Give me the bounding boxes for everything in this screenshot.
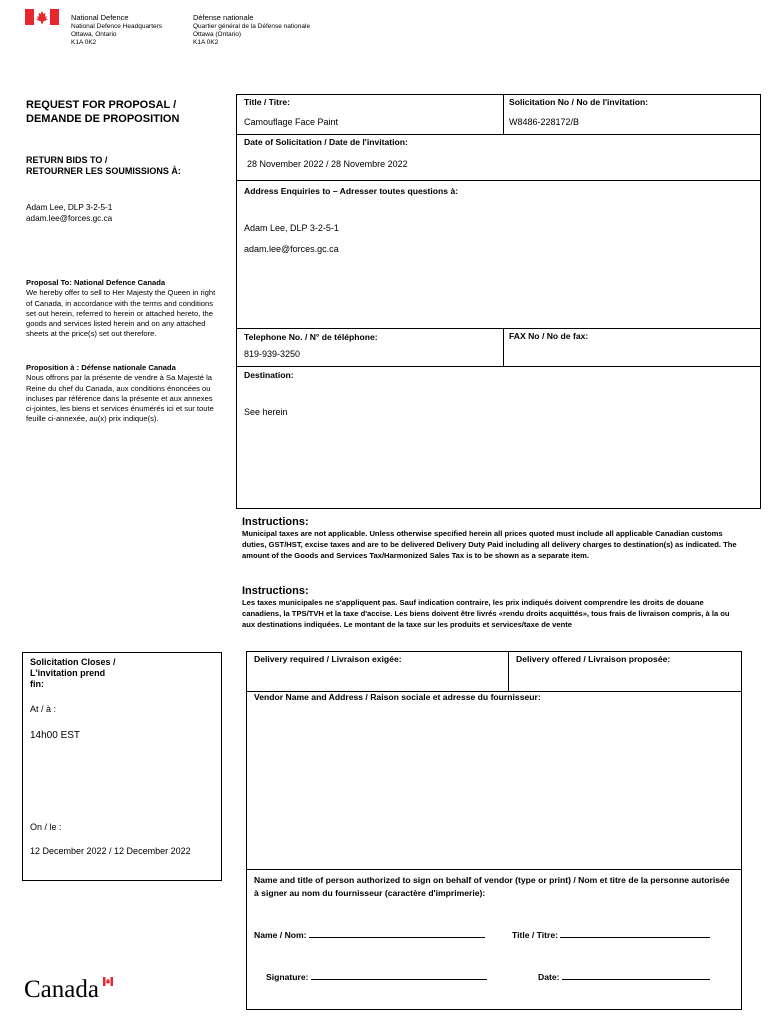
delivery-offered-label: Delivery offered / Livraison proposée:: [516, 654, 671, 664]
title-field-row: [512, 930, 710, 941]
proposal-english: [26, 278, 221, 340]
vendor-box: [246, 651, 742, 1010]
header-english: [71, 14, 162, 47]
instructions-fr-body: Les taxes municipales ne s'appliquent pas. Sauf indication contraire, les prix indiqués doivent comprendre les droits de douane canadiens, la TPS/TVH et la taxe d'accise. Les biens doivent être livrés «rendu droits acquittés», tous frais de livraison compris, à la ou aux destinations indiquées. Le montant de la taxe sur les produits et services/taxe de vente: [242, 598, 730, 629]
document-title: [26, 98, 179, 126]
canada-flag-icon: [25, 9, 59, 25]
wordmark-flag-icon: [103, 977, 113, 986]
vendor-name-label: Vendor Name and Address / Raison sociale et adresse du fournisseur:: [254, 692, 541, 702]
solicitation-date-label: Date of Solicitation / Date de l'invitation:: [244, 137, 408, 147]
title-label: Title / Titre:: [244, 97, 291, 107]
solicitation-number-label: Solicitation No / No de l'invitation:: [509, 97, 649, 107]
solicitation-number-value: W8486-228172/B: [509, 117, 580, 127]
signature-label: Signature:: [266, 972, 309, 982]
name-field-row: [254, 930, 485, 941]
closes-at-value: 14h00 EST: [30, 730, 81, 741]
closes-line2: L'invitation prend: [30, 668, 106, 678]
divider: [246, 869, 742, 870]
divider: [236, 366, 761, 367]
solicitation-date-value: 28 November 2022 / 28 Novembre 2022: [247, 159, 408, 169]
closes-line1: Solicitation Closes /: [30, 657, 116, 667]
proposal-french: [26, 363, 221, 425]
header-en-line1: National Defence: [71, 13, 129, 22]
date-input-line[interactable]: [562, 979, 710, 980]
authorized-person-label: Name and title of person authorized to sign on behalf of vendor (type or print) / Nom et titre de la personne autorisée à signer au nom du fournisseur (caractère d'imprimerie):: [254, 875, 730, 898]
name-label: Name / Nom:: [254, 930, 307, 940]
closes-at-label: At / à :: [30, 704, 57, 714]
fax-label: FAX No / No de fax:: [509, 331, 589, 341]
address-enquiries-name: Adam Lee, DLP 3-2-5-1: [244, 223, 339, 233]
divider: [236, 180, 761, 181]
closes-heading: [30, 657, 116, 690]
closes-line3: fin:: [30, 679, 44, 689]
title-value: Camouflage Face Paint: [244, 117, 339, 127]
address-enquiries-label: Address Enquiries to – Adresser toutes questions à:: [244, 186, 459, 196]
canada-wordmark: Canada: [24, 976, 99, 1003]
return-address: [26, 202, 112, 224]
header-fr-line3: Ottawa (Ontario): [193, 31, 242, 38]
instructions-fr-heading: Instructions:: [242, 585, 309, 597]
proposal-en-heading: Proposal To: National Defence Canada: [26, 278, 166, 287]
date-field-row: [538, 972, 710, 983]
divider: [236, 328, 761, 329]
date-label: Date:: [538, 972, 560, 982]
instructions-en-heading: Instructions:: [242, 516, 309, 528]
telephone-label: Telephone No. / N° de téléphone:: [244, 332, 378, 342]
signature-input-line[interactable]: [311, 979, 487, 980]
closes-on-value: 12 December 2022 / 12 December 2022: [30, 846, 191, 856]
return-bids-en: RETURN BIDS TO /: [26, 155, 108, 165]
proposal-fr-heading: Proposition à : Défense nationale Canada: [26, 363, 176, 372]
closes-on-label: On / le :: [30, 822, 62, 832]
divider: [503, 328, 504, 366]
document-title-en: REQUEST FOR PROPOSAL /: [26, 99, 177, 111]
telephone-value: 819-939-3250: [244, 349, 301, 359]
destination-value: See herein: [244, 407, 288, 417]
signature-field-row: [266, 972, 487, 983]
proposal-en-body: We hereby offer to sell to Her Majesty the Queen in right of Canada, in accordance with the terms and conditions set out herein, referred to herein or attached hereto, the goods and services listed herein and on any attached sheets at the price(s) set out therefore.: [26, 288, 216, 339]
delivery-required-label: Delivery required / Livraison exigée:: [254, 654, 402, 664]
divider: [236, 134, 761, 135]
name-input-line[interactable]: [309, 937, 485, 938]
vendor-title-label: Title / Titre:: [512, 930, 559, 940]
header-en-line4: K1A 0K2: [71, 39, 97, 46]
header-french: [193, 14, 310, 47]
proposal-fr-body: Nous offrons par la présente de vendre à Sa Majesté la Reine du chef du Canada, aux conditions énoncées ou incluses par référence dans la présente et aux annexes ci-jointes, les biens et services énumérés ici et sur toute feuille ci-annexée, au(x) prix indique(s).: [26, 373, 214, 424]
divider: [503, 94, 504, 135]
instructions-en-body: Municipal taxes are not applicable. Unless otherwise specified herein all prices quoted must include all applicable Canadian customs duties, GST/HST, excise taxes and are to be delivered Delivery Duty Paid including all delivery charges to destination(s) as indicated. The amount of the Goods and Services Tax/Harmonized Sales Tax is to be shown as a separate item.: [242, 529, 737, 560]
header-en-line2: National Defence Headquarters: [71, 23, 163, 30]
divider: [508, 651, 509, 692]
header-fr-line1: Défense nationale: [193, 13, 254, 22]
header-fr-line4: K1A 0K2: [193, 39, 219, 46]
return-email[interactable]: adam.lee@forces.gc.ca: [26, 214, 113, 223]
header-en-line3: Ottawa, Ontario: [71, 31, 117, 38]
document-title-fr: DEMANDE DE PROPOSITION: [26, 113, 180, 125]
return-name: Adam Lee, DLP 3-2-5-1: [26, 203, 113, 212]
destination-label: Destination:: [244, 370, 294, 380]
return-bids-heading: [26, 155, 181, 177]
return-bids-fr: RETOURNER LES SOUMISSIONS À:: [26, 166, 181, 176]
header-fr-line2: Quartier général de la Défense nationale: [193, 23, 311, 30]
solicitation-form: [236, 94, 761, 509]
address-enquiries-email[interactable]: adam.lee@forces.gc.ca: [244, 244, 339, 254]
title-input-line[interactable]: [560, 937, 710, 938]
